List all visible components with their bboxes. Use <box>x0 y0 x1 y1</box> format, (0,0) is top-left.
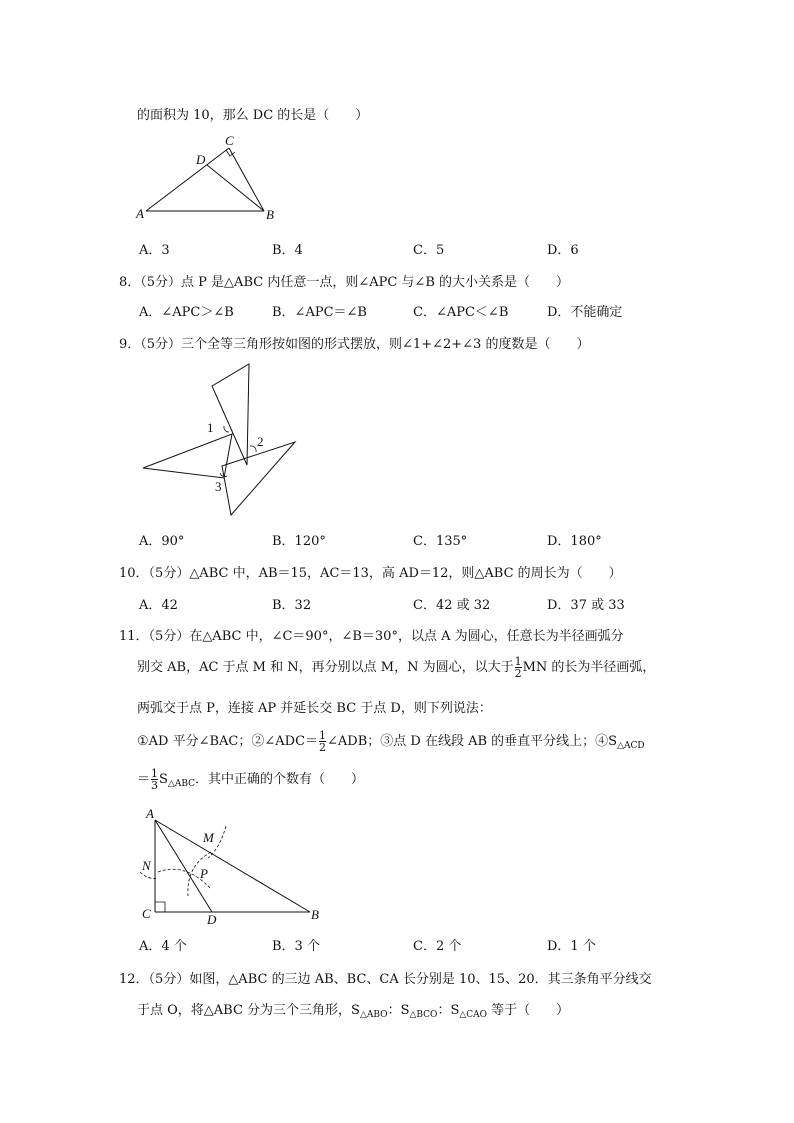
q12-line-2-a: 于点 O，将△ABC 分为三个三角形，S <box>137 1003 360 1018</box>
q11-label-m: M <box>203 830 214 845</box>
q11-line-2-post: MN 的长为半径画弧， <box>522 660 656 675</box>
q12-sub-cao: △CAO <box>459 1010 488 1020</box>
q11-option-c[interactable]: C．2 个 <box>413 939 462 954</box>
q10-option-c[interactable]: C．42 或 32 <box>413 598 491 613</box>
q11-line-3: 两弧交于点 P，连接 AP 并延长交 BC 于点 D，则下列说法： <box>137 701 492 716</box>
q11-line-2-pre: 别交 AB，AC 于点 M 和 N，再分别以点 M，N 为圆心，以大于 <box>137 660 514 675</box>
q12-line-2 <box>137 999 569 1020</box>
q7-label-a: A <box>136 206 144 221</box>
q9-option-a[interactable]: A．90° <box>139 534 185 549</box>
q8-stem: 8．（5分）点 P 是△ABC 内任意一点，则∠APC 与∠B 的大小关系是（ ） <box>119 275 569 290</box>
q11-line-5-a: ＝ <box>137 772 151 787</box>
q11-half-den: 2 <box>514 667 522 680</box>
q10-option-a[interactable]: A．42 <box>139 598 178 613</box>
q12-line-1: 12．（5分）如图，△ABC 的三边 AB、BC、CA 长分别是 10、15、20．其三条角平分线交 <box>119 972 652 987</box>
q9-label-3: 3 <box>215 479 222 494</box>
q7-label-b: B <box>266 207 274 222</box>
q11-label-b: B <box>311 907 319 922</box>
q9-label-1: 1 <box>207 420 214 435</box>
q9-label-2: 2 <box>257 434 264 449</box>
q11-half-den-2: 2 <box>319 741 327 754</box>
q11-line-4-a: ①AD 平分∠BAC；②∠ADC＝ <box>137 734 319 749</box>
q11-line-4-b: ∠ADB；③点 D 在线段 AB 的垂直平分线上；④S <box>327 734 618 749</box>
q8-option-c[interactable]: C．∠APC＜∠B <box>413 305 509 320</box>
q7-label-c: C <box>225 133 234 148</box>
q7-option-b[interactable]: B．4 <box>272 243 303 258</box>
q11-label-c: C <box>142 906 151 921</box>
q8-option-a[interactable]: A．∠APC＞∠B <box>139 305 234 320</box>
q11-half-num: 1 <box>514 655 522 668</box>
q11-line-4-sub: △ACD <box>617 741 645 751</box>
q7-option-a[interactable]: A．3 <box>139 243 170 258</box>
q12-line-2-b: 等于（ ） <box>487 1003 570 1018</box>
q7-option-d[interactable]: D．6 <box>547 243 579 258</box>
q11-line-5-s: S <box>159 772 168 787</box>
q7-option-c[interactable]: C．5 <box>413 243 445 258</box>
q8-option-b[interactable]: B．∠APC＝∠B <box>272 305 367 320</box>
q12-sub-abo: △ABO <box>359 1010 388 1020</box>
q11-line-1: 11．（5分）在△ABC 中，∠C＝90°，∠B＝30°，以点 A 为圆心，任意长为半径画弧分 <box>119 629 624 644</box>
q9-option-c[interactable]: C．135° <box>413 534 468 549</box>
q11-label-a: A <box>146 806 154 821</box>
q11-line-5-b: ．其中正确的个数有（ ） <box>195 772 365 787</box>
q11-label-d: D <box>207 912 217 927</box>
q11-third-den: 3 <box>151 779 159 792</box>
q11-option-b[interactable]: B．3 个 <box>272 939 320 954</box>
q12-sep-1: ：S <box>387 1003 410 1018</box>
q10-stem: 10．（5分）△ABC 中，AB＝15，AC＝13，高 AD＝12，则△ABC 的周长为（ ） <box>119 566 622 581</box>
q11-line-5-sub: △ABC <box>167 779 196 789</box>
q11-third-num: 1 <box>151 767 159 780</box>
q11-option-a[interactable]: A．4 个 <box>139 939 187 954</box>
q7-stem-tail: 的面积为 10，那么 DC 的长是（ ） <box>137 108 369 123</box>
q10-option-b[interactable]: B．32 <box>272 598 312 613</box>
q11-label-n: N <box>142 858 151 873</box>
q10-option-d[interactable]: D．37 或 33 <box>547 598 625 613</box>
q9-stem: 9．（5分）三个全等三角形按如图的形式摆放，则∠1+∠2+∠3 的度数是（ ） <box>119 337 590 352</box>
q11-label-p: P <box>200 866 208 881</box>
q8-option-d[interactable]: D．不能确定 <box>547 305 623 320</box>
q11-option-d[interactable]: D．1 个 <box>547 939 596 954</box>
q11-half-num-2: 1 <box>319 729 327 742</box>
q12-sep-2: ：S <box>437 1003 460 1018</box>
q7-label-d: D <box>196 152 206 167</box>
q12-sub-bco: △BCO <box>409 1010 438 1020</box>
q9-option-b[interactable]: B．120° <box>272 534 326 549</box>
q9-option-d[interactable]: D．180° <box>547 534 602 549</box>
